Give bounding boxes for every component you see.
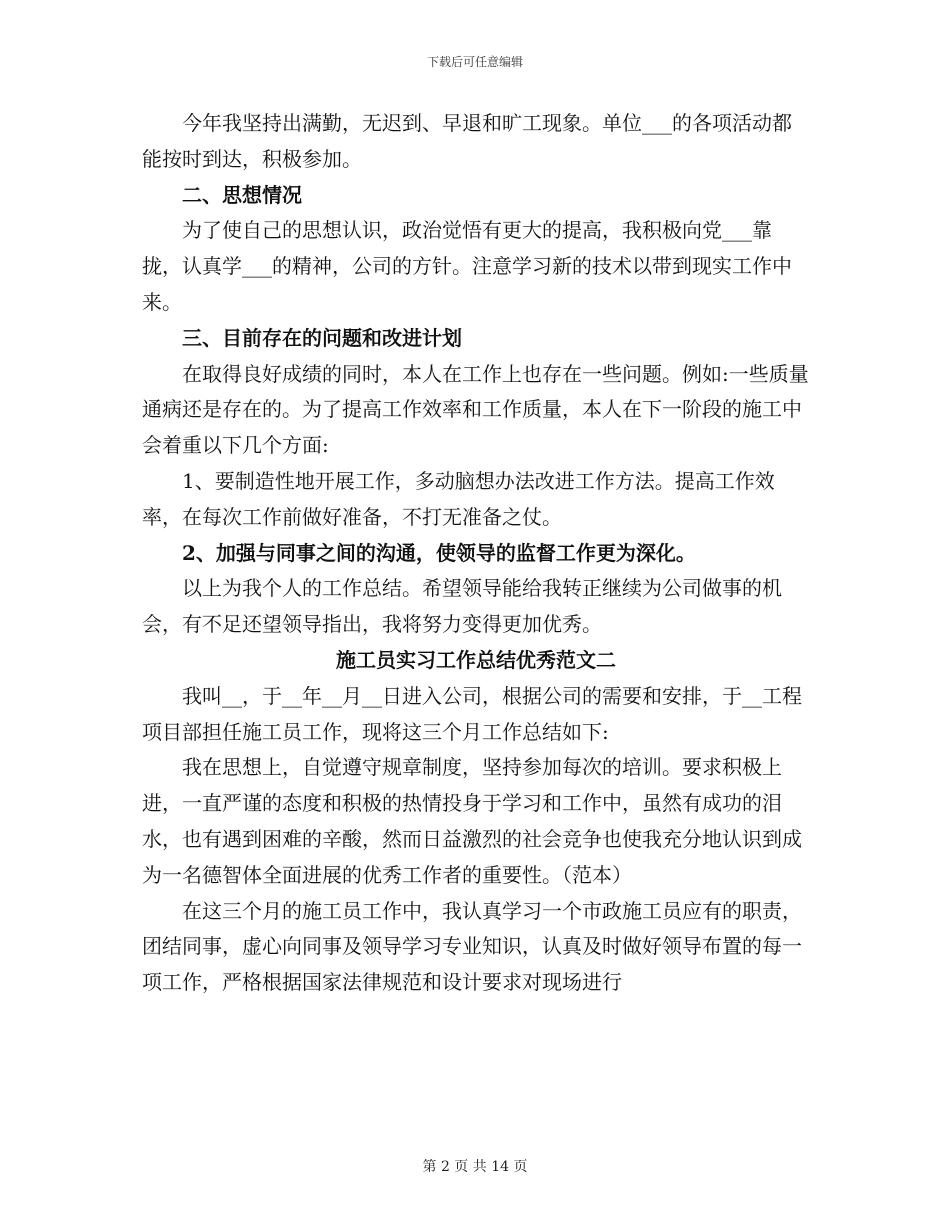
paragraph-thought: 为了使自己的思想认识，政治觉悟有更大的提高，我积极向党___靠拢，认真学___的精神，公司的方针。注意学习新的技术以带到现实工作中来。 [142, 218, 792, 314]
list-item-1: 1、要制造性地开展工作，多动脑想办法改进工作方法。提高工作效率，在每次工作前做好准备，不打无准备之仗。 [142, 468, 775, 529]
article-title-2: 施工员实习工作总结优秀范文二 [336, 647, 616, 672]
paragraph-problems: 在取得良好成绩的同时，本人在工作上也存在一些问题。例如:一些质量通病还是存在的。为了提高工作效率和工作质量，本人在下一阶段的施工中会着重以下几个方面: [142, 361, 809, 458]
paragraph-thinking-2: 我在思想上，自觉遵守规章制度，坚持参加每次的培训。要求积极上进，一直严谨的态度和积极的热情投身于学习和工作中，虽然有成功的泪水，也有遇到困难的辛酸，然而日益激烈的社会竞争也使我充分地认识到成为一名德智体全面进展的优秀工作者的重要性。（范本） [142, 755, 802, 887]
section-heading-problems: 三、目前存在的问题和改进计划 [182, 325, 462, 350]
paragraph-attendance: 今年我坚持出满勤，无迟到、早退和旷工现象。单位___的各项活动都能按时到达，积极参加。 [142, 111, 792, 171]
paragraph-intro-2: 我叫__，于__年__月__日进入公司，根据公司的需要和安排，于__工程项目部担任施工员工作，现将这三个月工作总结如下: [142, 683, 802, 744]
paragraph-work-2: 在这三个月的施工员工作中，我认真学习一个市政施工员应有的职责，团结同事，虚心向同事及领导学习专业知识，认真及时做好领导布置的每一项工作，严格根据国家法律规范和设计要求对现场进行 [142, 898, 802, 995]
page-number: 第 2 页 共 14 页 [422, 1159, 528, 1175]
list-item-2: 2、加强与同事之间的沟通，使领导的监督工作更为深化。 [182, 540, 696, 565]
page-header-note: 下载后可任意编辑 [426, 55, 523, 69]
paragraph-conclusion: 以上为我个人的工作总结。希望领导能给我转正继续为公司做事的机会，有不足还望领导指出，我将努力变得更加优秀。 [142, 576, 782, 637]
section-heading-thought: 二、思想情况 [182, 182, 302, 207]
document-body [142, 106, 810, 1001]
